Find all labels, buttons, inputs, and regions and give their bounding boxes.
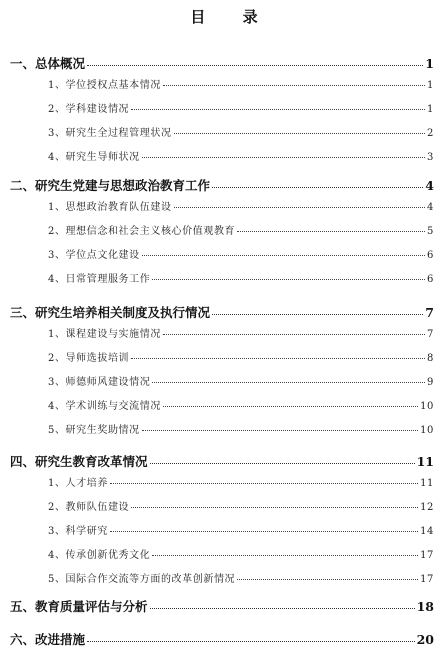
toc-page-number: 4: [425, 178, 434, 193]
toc-page-number: 17: [420, 574, 434, 585]
dot-leader: [142, 255, 425, 256]
toc-item-1-3[interactable]: [48, 124, 434, 139]
toc-page-number: 1: [425, 56, 434, 71]
toc-page-number: 7: [425, 305, 434, 320]
toc-page-number: 7: [427, 329, 434, 340]
toc-page-number: 20: [416, 632, 434, 647]
toc-section-5[interactable]: [10, 597, 434, 615]
toc-item-1-1[interactable]: [48, 76, 434, 91]
toc-entry-label: 1、思想政治教育队伍建设: [48, 202, 172, 213]
toc-page-number: 11: [420, 478, 434, 489]
toc-entry-label: 2、理想信念和社会主义核心价值观教育: [48, 226, 236, 237]
toc-page-number: 6: [427, 250, 434, 261]
toc-section-1[interactable]: [10, 54, 434, 72]
toc-page-number: 2: [427, 128, 434, 139]
toc-entry-label: 一、总体概况: [10, 56, 86, 71]
dot-leader: [163, 85, 425, 86]
toc-item-2-3[interactable]: [48, 246, 434, 261]
toc-item-4-2[interactable]: [48, 498, 434, 513]
toc-page-number: 14: [420, 526, 434, 537]
dot-leader: [150, 463, 415, 464]
toc-section-6[interactable]: [10, 630, 434, 648]
dot-leader: [110, 483, 418, 484]
toc-item-2-4[interactable]: [48, 270, 434, 285]
toc-entry-label: 三、研究生培养相关制度及执行情况: [10, 305, 211, 320]
toc-item-3-4[interactable]: [48, 397, 434, 412]
dot-leader: [174, 207, 425, 208]
toc-page-number: 1: [427, 104, 434, 115]
toc-page-number: 6: [427, 274, 434, 285]
toc-entry-label: 2、导师选拔培训: [48, 353, 130, 364]
dot-leader: [131, 507, 418, 508]
toc-item-3-3[interactable]: [48, 373, 434, 388]
dot-leader: [163, 406, 418, 407]
toc-entry-label: 1、课程建设与实施情况: [48, 329, 161, 340]
dot-leader: [142, 157, 425, 158]
toc-page-number: 11: [416, 454, 434, 469]
toc-entry-label: 六、改进措施: [10, 632, 86, 647]
page-title: 目 录: [190, 8, 274, 26]
toc-entry-label: 二、研究生党建与思想政治教育工作: [10, 178, 211, 193]
toc-page-number: 18: [416, 599, 434, 614]
dot-leader: [87, 65, 423, 66]
toc-item-1-2[interactable]: [48, 100, 434, 115]
dot-leader: [152, 382, 425, 383]
dot-leader: [150, 608, 415, 609]
toc-page-number: 5: [427, 226, 434, 237]
toc-item-2-2[interactable]: [48, 222, 434, 237]
toc-entry-label: 2、教师队伍建设: [48, 502, 130, 513]
toc-entry-label: 四、研究生教育改革情况: [10, 454, 148, 469]
dot-leader: [212, 314, 423, 315]
toc-item-4-1[interactable]: [48, 474, 434, 489]
toc-section-4[interactable]: [10, 452, 434, 470]
toc-entry-label: 4、传承创新优秀文化: [48, 550, 151, 561]
dot-leader: [142, 430, 418, 431]
toc-entry-label: 3、师德师风建设情况: [48, 377, 151, 388]
toc-entry-label: 1、人才培养: [48, 478, 108, 489]
toc-entry-label: 五、教育质量评估与分析: [10, 599, 148, 614]
toc-page-number: 1: [427, 80, 434, 91]
dot-leader: [212, 187, 423, 188]
toc-page-number: 17: [420, 550, 434, 561]
dot-leader: [131, 358, 425, 359]
toc-entry-label: 5、研究生奖助情况: [48, 425, 140, 436]
toc-page-number: 9: [427, 377, 434, 388]
toc-entry-label: 4、研究生导师状况: [48, 152, 140, 163]
toc-page-number: 12: [420, 502, 434, 513]
dot-leader: [237, 231, 425, 232]
toc-entry-label: 2、学科建设情况: [48, 104, 130, 115]
dot-leader: [163, 334, 425, 335]
dot-leader: [237, 579, 418, 580]
dot-leader: [87, 641, 415, 642]
dot-leader: [131, 109, 425, 110]
toc-entry-label: 3、科学研究: [48, 526, 108, 537]
toc-item-3-1[interactable]: [48, 325, 434, 340]
toc-item-4-4[interactable]: [48, 546, 434, 561]
dot-leader: [110, 531, 418, 532]
dot-leader: [152, 555, 418, 556]
toc-item-3-5[interactable]: [48, 421, 434, 436]
toc-item-2-1[interactable]: [48, 198, 434, 213]
toc-entry-label: 5、国际合作交流等方面的改革创新情况: [48, 574, 236, 585]
toc-page-number: 3: [427, 152, 434, 163]
toc-page-number: 10: [420, 425, 434, 436]
toc-page-number: 10: [420, 401, 434, 412]
toc-item-3-2[interactable]: [48, 349, 434, 364]
toc-page-number: 4: [427, 202, 434, 213]
toc-section-3[interactable]: [10, 303, 434, 321]
toc-section-2[interactable]: [10, 176, 434, 194]
dot-leader: [152, 279, 425, 280]
dot-leader: [174, 133, 425, 134]
toc-entry-label: 1、学位授权点基本情况: [48, 80, 161, 91]
toc-item-1-4[interactable]: [48, 148, 434, 163]
toc-entry-label: 4、日常管理服务工作: [48, 274, 151, 285]
toc-entry-label: 3、研究生全过程管理状况: [48, 128, 172, 139]
toc-item-4-5[interactable]: [48, 570, 434, 585]
toc-entry-label: 3、学位点文化建设: [48, 250, 140, 261]
toc-entry-label: 4、学术训练与交流情况: [48, 401, 161, 412]
toc-page-number: 8: [427, 353, 434, 364]
toc-item-4-3[interactable]: [48, 522, 434, 537]
